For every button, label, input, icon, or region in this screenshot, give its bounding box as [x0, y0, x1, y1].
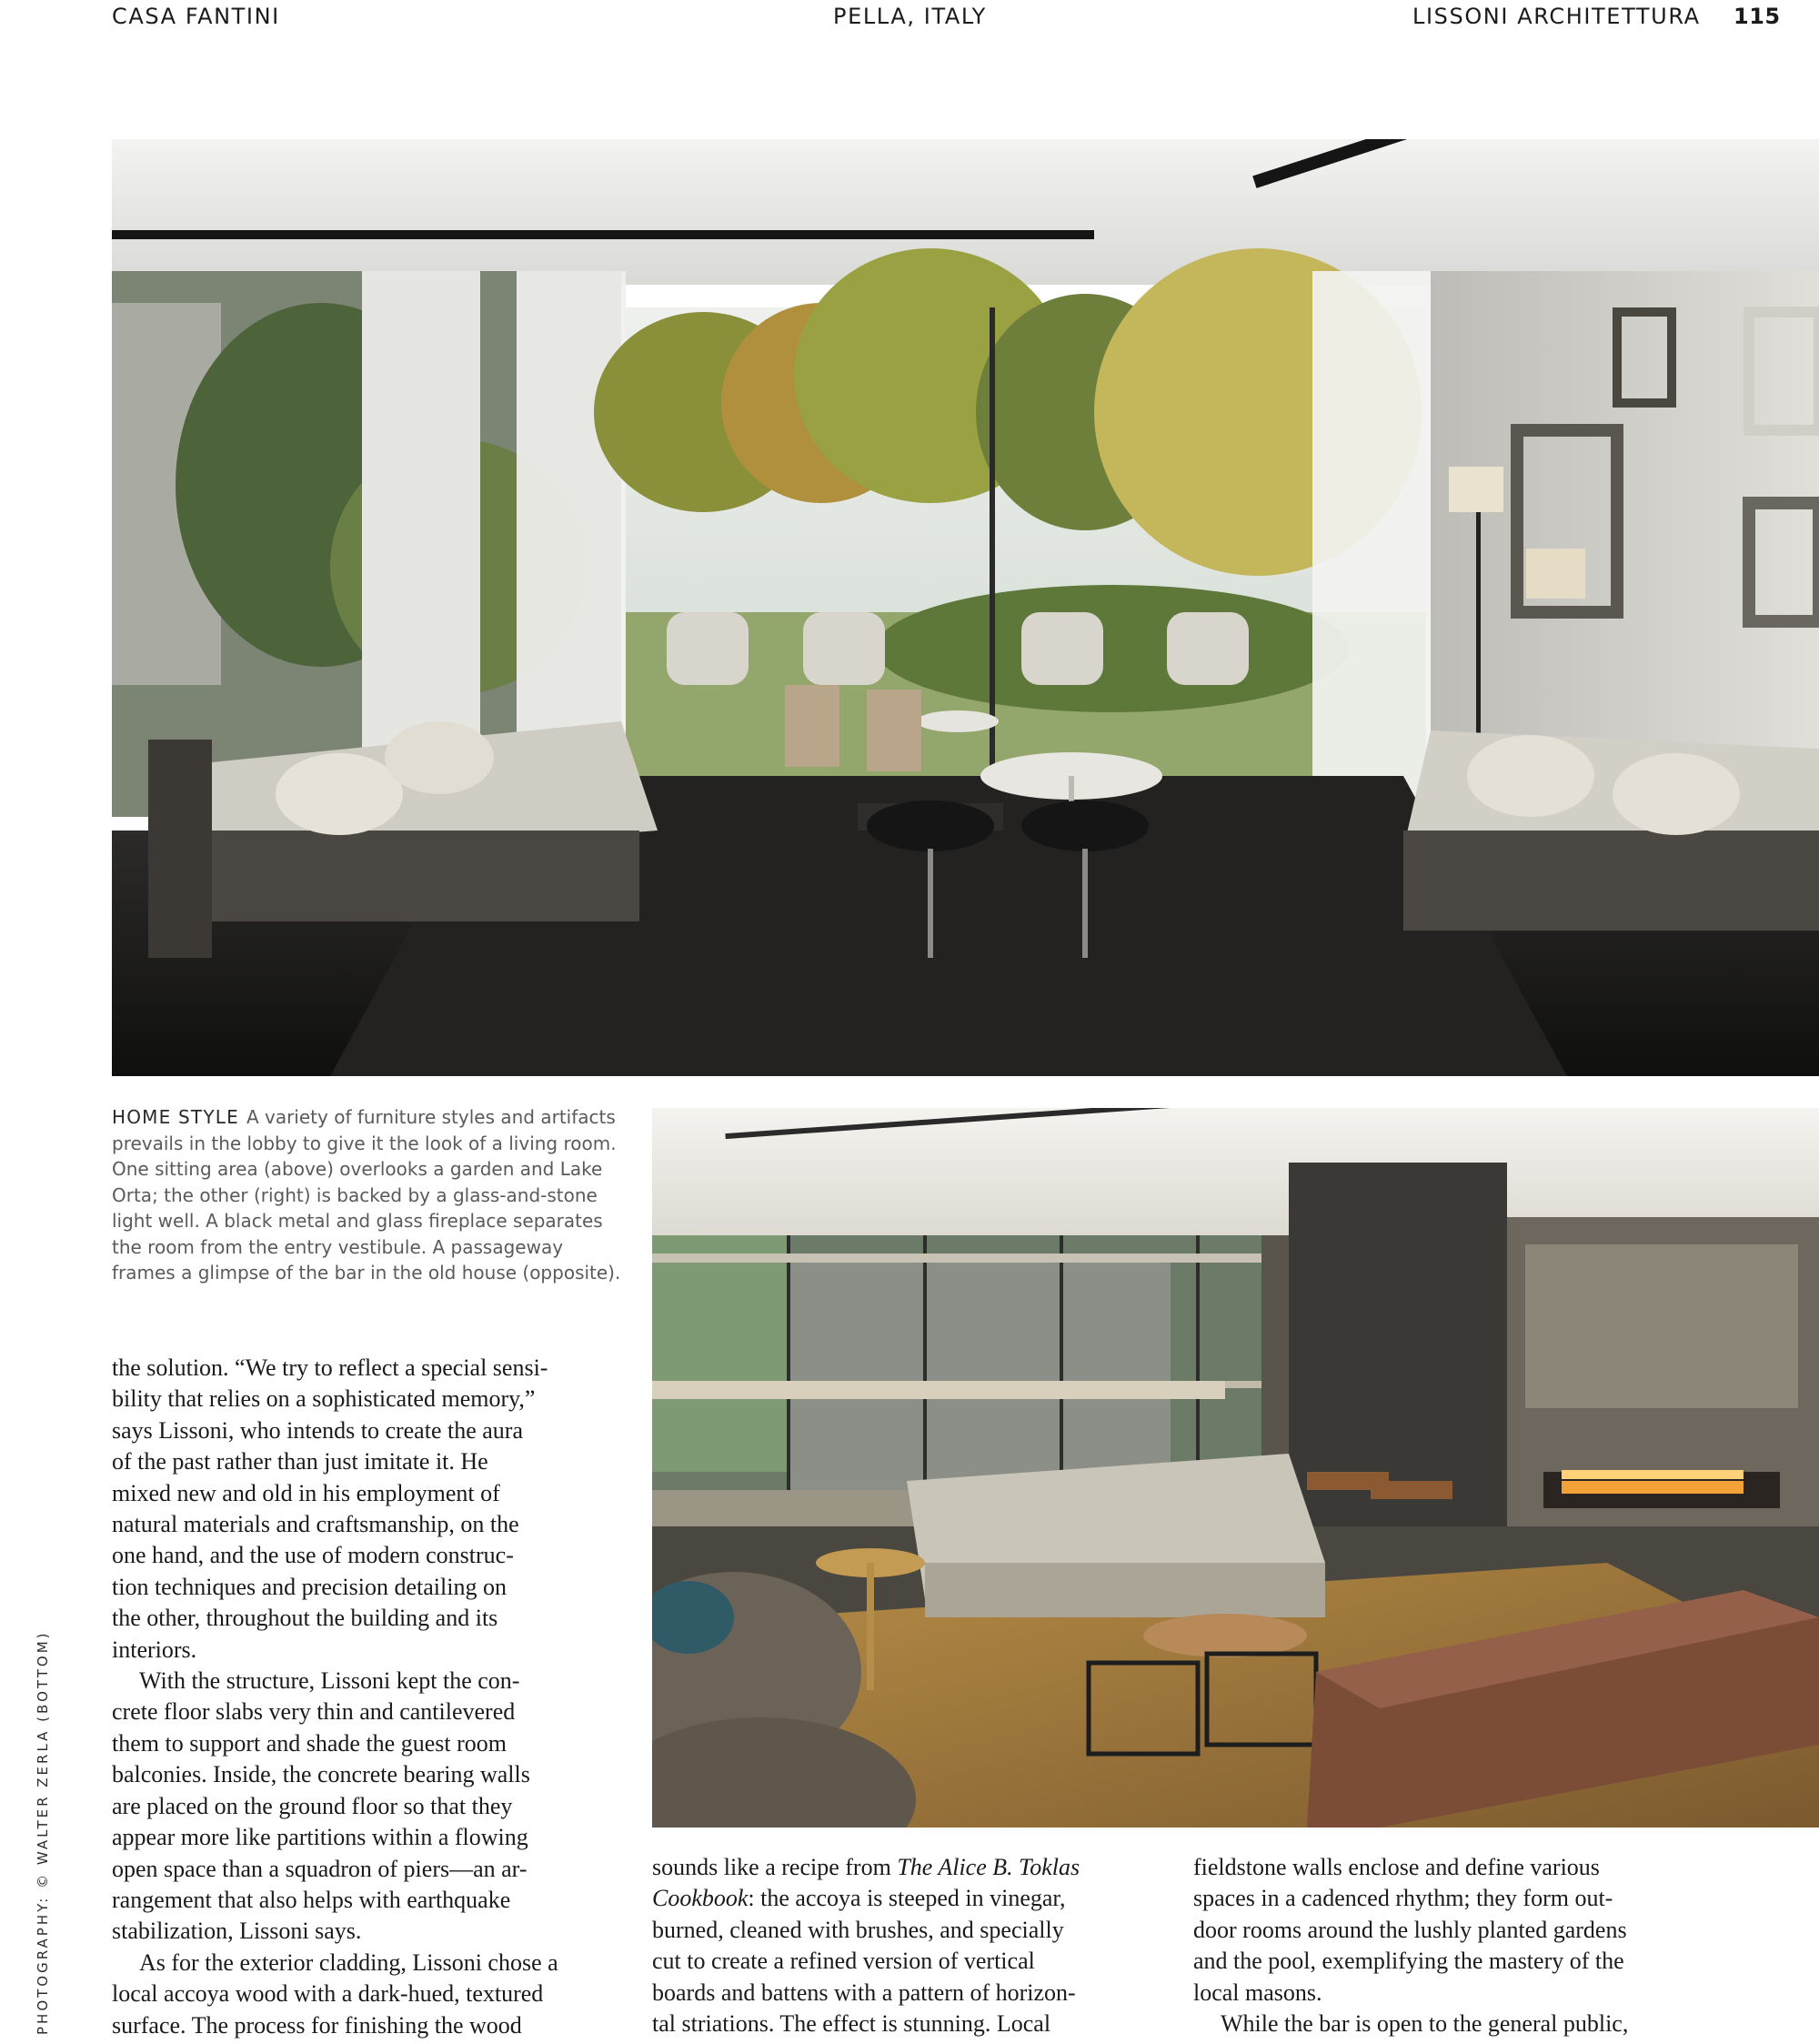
caption-line: light well. A black metal and glass fireplace separates [112, 1210, 603, 1232]
caption-line: One sitting area (above) overlooks a garden and Lake [112, 1158, 603, 1180]
article-line: rangement that also helps with earthquake [112, 1886, 511, 1913]
article-line: tal striations. The effect is stunning. Local [652, 2010, 1051, 2038]
article-line: them to support and shade the guest room [112, 1729, 507, 1757]
article-line: the solution. “We try to reflect a special sensi- [112, 1354, 548, 1381]
caption-line: prevails in the lobby to give it the look of a living room. [112, 1132, 617, 1154]
article-line: As for the exterior cladding, Lissoni chose a [139, 1948, 558, 1976]
article-line: appear more like partitions within a flowing [112, 1824, 528, 1851]
article-line: local accoya wood with a dark-hued, textured [112, 1980, 544, 2008]
caption-line: A variety of furniture styles and artifacts [246, 1106, 616, 1128]
article-column-3 [1193, 1852, 1757, 2039]
article-line: door rooms around the lushly planted gardens [1193, 1916, 1627, 1943]
article-line: While the bar is open to the general public, [1221, 2010, 1629, 2038]
article-line: surface. The process for finishing the wood [112, 2011, 522, 2039]
caption-lead: HOME STYLE [112, 1106, 239, 1128]
article-line: mixed new and old in his employment of [112, 1479, 500, 1506]
running-header-architect: LISSONI ARCHITETTURA [1412, 4, 1701, 29]
article-line: one hand, and the use of modern construc- [112, 1542, 514, 1569]
article-line: fieldstone walls enclose and define various [1193, 1854, 1600, 1880]
article-line: interiors. [112, 1636, 197, 1663]
article-line: sounds like a recipe from The Alice B. Toklas [652, 1854, 1080, 1880]
article-column-2 [652, 1852, 1189, 2039]
article-line: Cookbook: the accoya is steeped in vinegar, [652, 1885, 1066, 1912]
article-line: boards and battens with a pattern of horizon- [652, 1979, 1076, 2006]
article-line: says Lissoni, who intends to create the aura [112, 1416, 523, 1444]
article-line: local masons. [1193, 1979, 1322, 2006]
article-line: of the past rather than just imitate it. He [112, 1448, 488, 1475]
article-line: the other, throughout the building and its [112, 1605, 498, 1632]
living-room-garden-photo [112, 139, 1819, 1076]
article-line: cut to create a refined version of vertical [652, 1948, 1035, 1975]
photo-caption [112, 1104, 639, 1286]
caption-line: frames a glimpse of the bar in the old house (opposite). [112, 1262, 621, 1284]
running-header-location: PELLA, ITALY [833, 4, 987, 29]
article-line: burned, cleaned with brushes, and specially [652, 1916, 1064, 1943]
article-line: spaces in a cadenced rhythm; they form out- [1193, 1885, 1613, 1912]
page-number: 115 [1734, 4, 1781, 29]
article-line: are placed on the ground floor so that they [112, 1792, 513, 1819]
lounge-fireplace-photo [652, 1108, 1819, 1828]
article-line: natural materials and craftsmanship, on the [112, 1511, 519, 1538]
article-line: crete floor slabs very thin and cantilevered [112, 1698, 516, 1726]
article-line: balconies. Inside, the concrete bearing walls [112, 1761, 530, 1788]
caption-line: the room from the entry vestibule. A passageway [112, 1235, 564, 1258]
article-line: bility that relies on a sophisticated memory,” [112, 1385, 536, 1413]
photo-credit: PHOTOGRAPHY: © WALTER ZERLA (BOTTOM) [35, 1630, 51, 2035]
article-line: tion techniques and precision detailing on [112, 1573, 507, 1600]
running-header-title: CASA FANTINI [112, 4, 280, 29]
article-line: and the pool, exemplifying the mastery of the [1193, 1948, 1624, 1975]
article-line: open space than a squadron of piers—an ar- [112, 1855, 528, 1882]
caption-line: Orta; the other (right) is backed by a glass-and-stone [112, 1183, 598, 1206]
article-line: With the structure, Lissoni kept the con- [139, 1667, 520, 1695]
article-line: stabilization, Lissoni says. [112, 1918, 362, 1945]
article-column-1 [112, 1353, 630, 2041]
